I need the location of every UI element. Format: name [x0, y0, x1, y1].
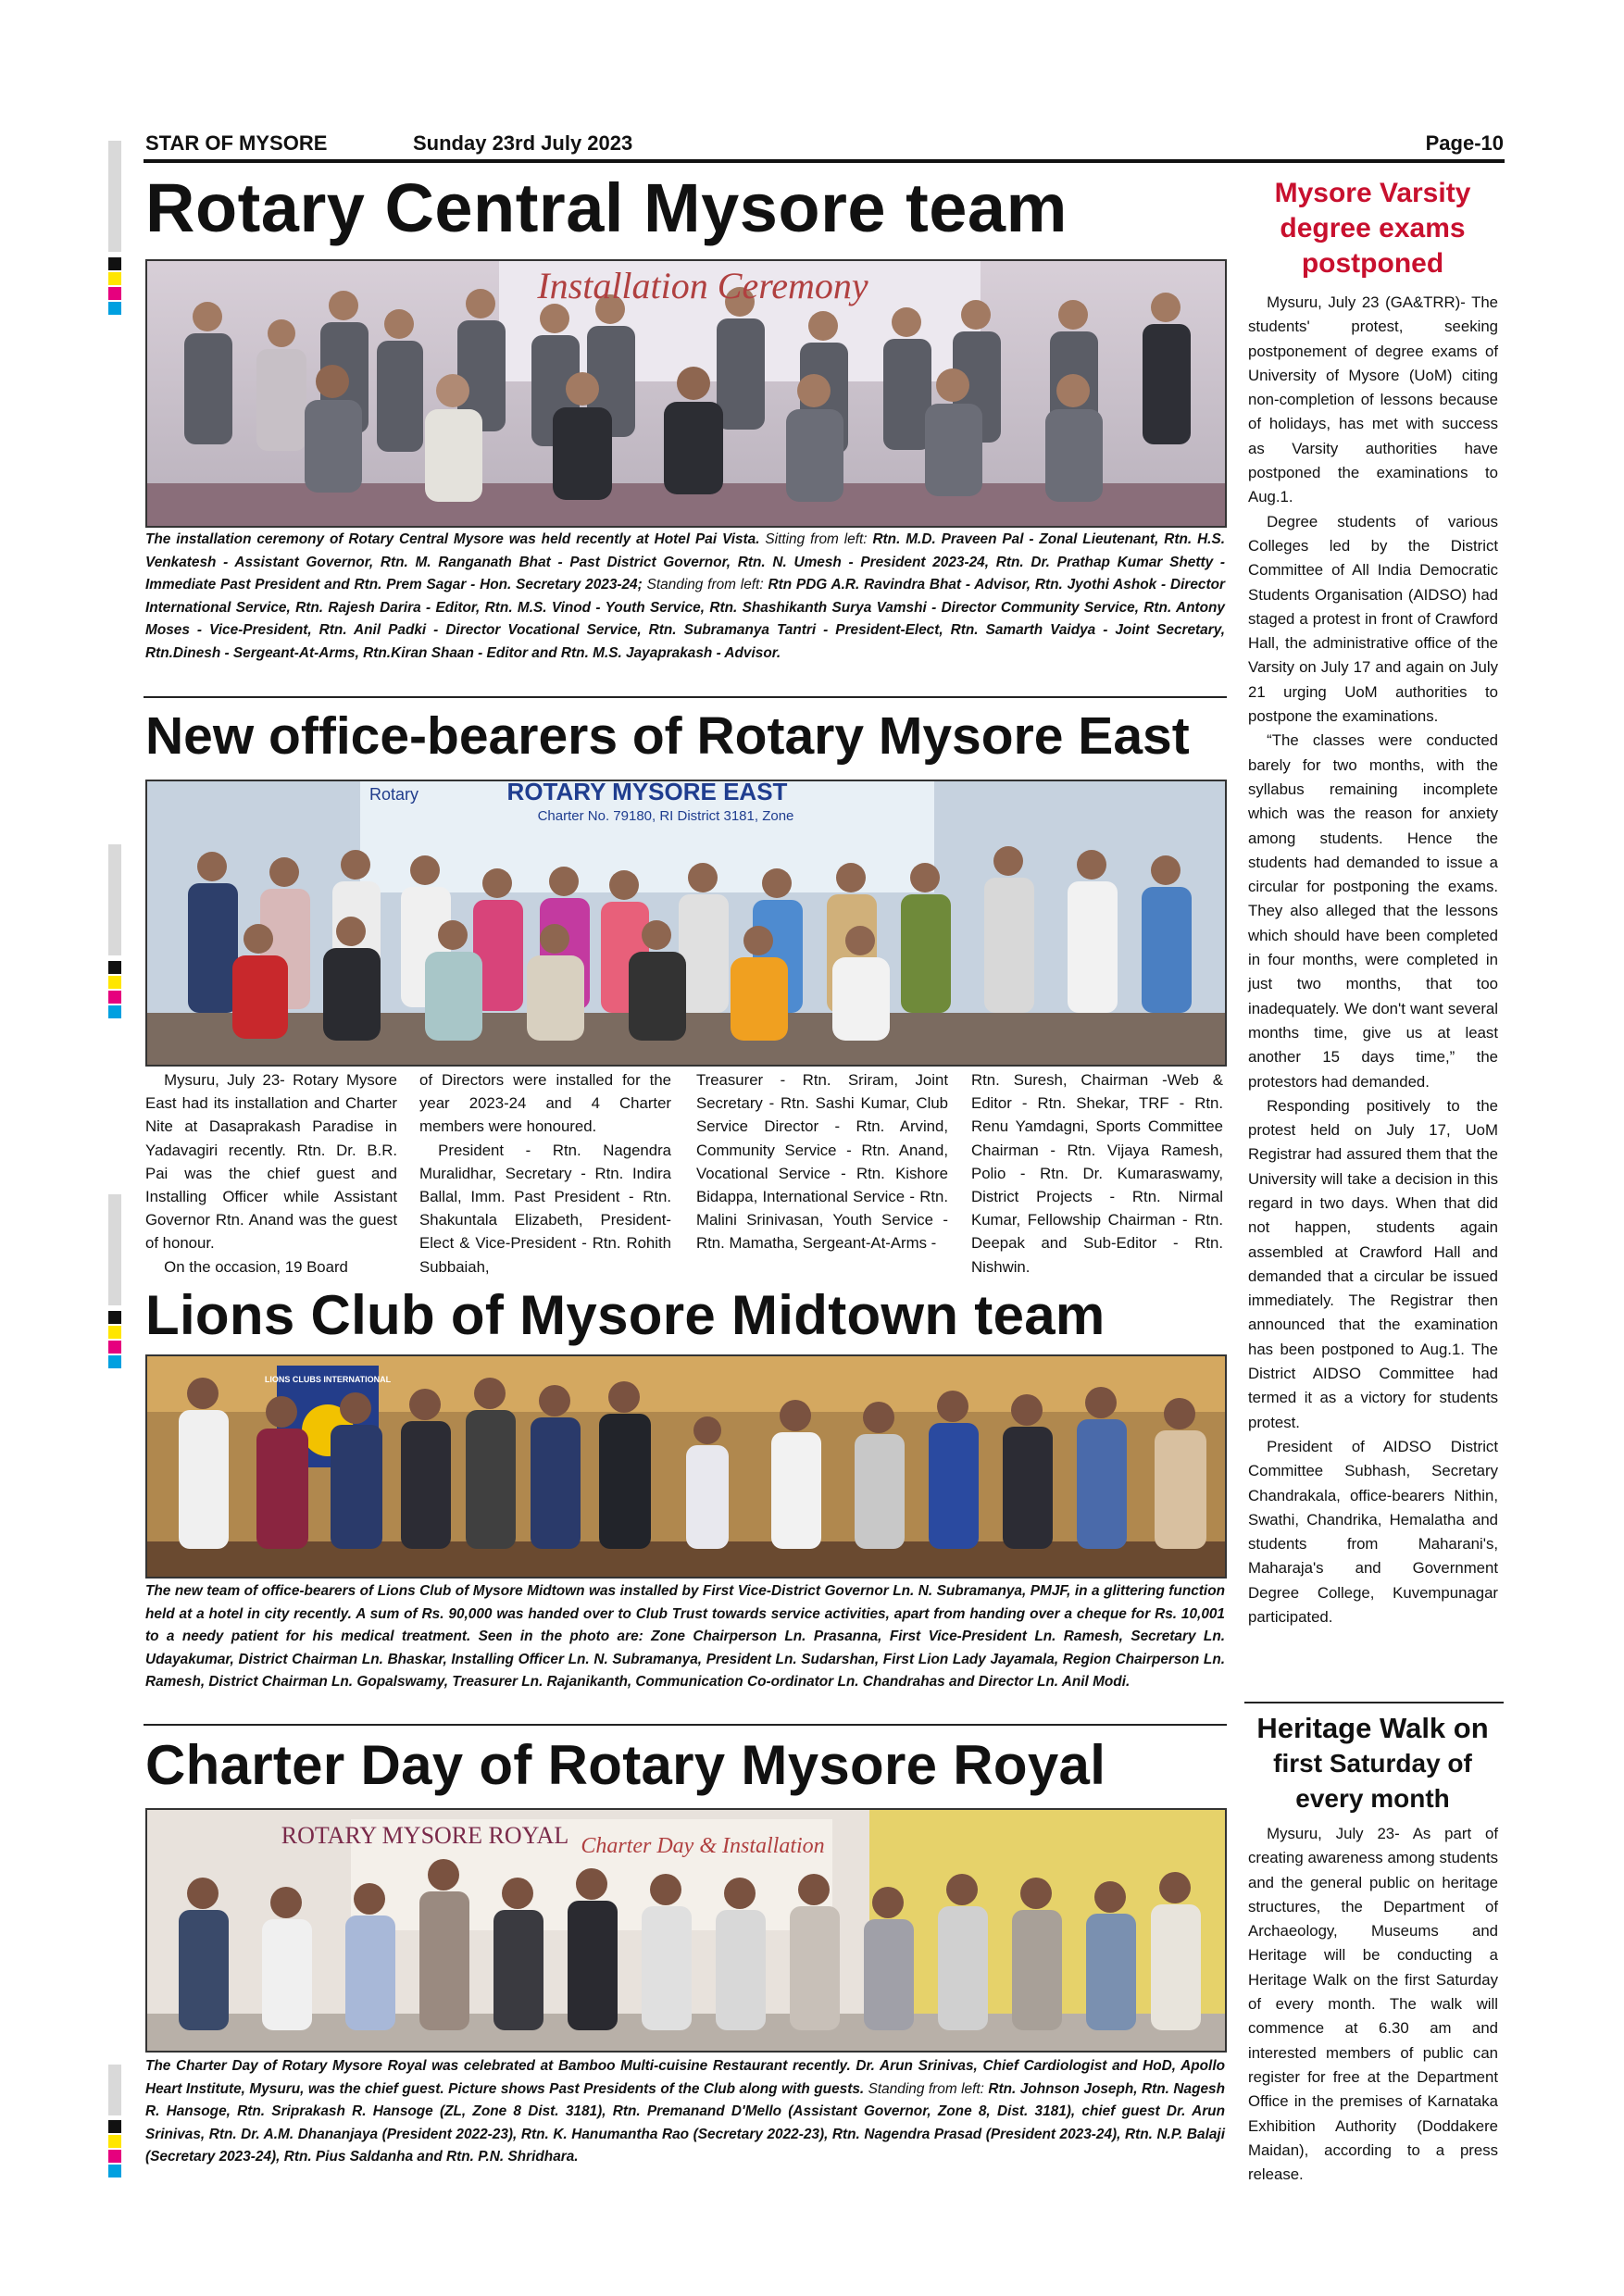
- swatch-yellow: [108, 272, 121, 285]
- newspaper-name: STAR OF MYSORE: [145, 131, 328, 155]
- headline-rotary-central: Rotary Central Mysore team: [145, 169, 1068, 246]
- swatch-cyan: [108, 302, 121, 315]
- caption-label: Standing from left:: [646, 577, 764, 593]
- swatch-cyan: [108, 1355, 121, 1368]
- banner-text: ROTARY MYSORE ROYAL: [281, 1822, 569, 1849]
- swatch-magenta: [108, 991, 121, 1004]
- photo-rotary-central: [145, 259, 1227, 528]
- registration-strip: [108, 2065, 121, 2115]
- caption-label: Sitting from left:: [765, 531, 868, 547]
- registration-strip: [108, 1194, 121, 1305]
- article-column-4: [971, 1068, 1223, 1279]
- banner-subtext: Charter Day & Installation: [581, 1834, 825, 1858]
- article-paragraph: Treasurer - Rtn. Sriram, Joint Secretary - Rtn. Sashi Kumar, Club Service Director - Rtn. Arvind, Community Service - Rtn. Anand, Vocational Service - Rtn. Kishore Bidappa, International Service - Rtn. Malini Srinivasan, Youth Service - Rtn. Mamatha, Sergeant-At-Arms -: [696, 1071, 948, 1253]
- banner-text: LIONS CLUBS INTERNATIONAL: [264, 1375, 392, 1384]
- swatch-cyan: [108, 1005, 121, 1018]
- sidebar-headline-heritage: [1241, 1711, 1505, 1816]
- sidebar-headline-varsity: [1241, 176, 1505, 281]
- article-paragraph: President - Rtn. Nagendra Muralidhar, Secretary - Rtn. Indira Ballal, Imm. Past President - Rtn. Shakuntala Elizabeth, President-Elect & Vice-President - Rtn. Rohith Subbaiah,: [419, 1141, 671, 1276]
- headline-line: Heritage Walk on: [1256, 1712, 1489, 1744]
- swatch-magenta: [108, 2150, 121, 2163]
- article-paragraph: President of AIDSO District Committee Subhash, Secretary Chandrakala, office-bearers Nithin, Swathi, Chandrika, Hemalatha and students from Maharani's, Maharaja's and Government Degree College, Kuvempunagar participated.: [1248, 1437, 1498, 1627]
- caption-sitting: Rtn. M.D. Praveen Pal - Zonal Lieutenant, Rtn. H.S. Venkatesh - Assistant Governor, Rtn. M. Ranganath Bhat - Past District Governor, Rtn. N. Umesh - President 2023-24, Rtn. Dr. Prathap Kumar Shetty - Immediate Past President and Rtn. Prem Sagar - Hon. Secretary 2023-24;: [145, 531, 1226, 593]
- article-paragraph: Mysuru, July 23 (GA&TRR)- The students' protest, seeking postponement of degree exams of University of Mysore (UoM) citing non-completion of lessons because of holidays, has met with success as Varsity authorities have postponed the examinations to Aug.1.: [1248, 293, 1498, 506]
- swatch-magenta: [108, 287, 121, 300]
- article-paragraph: Rtn. Suresh, Chairman -Web & Editor - Rtn. Shekar, TRF - Rtn. Renu Yamdagni, Sports Committee Chairman - Rtn. Vijaya Ramesh, Polio - Rtn. Dr. Kumaraswamy, District Projects - Rtn. Nirmal Kumar, Fellowship Chairman - Rtn. Deepak and Sub-Editor - Rtn. Nishwin.: [971, 1071, 1223, 1276]
- photo-rotary-royal: [145, 1808, 1227, 2053]
- swatch-black: [108, 1311, 121, 1324]
- article-paragraph: On the occasion, 19 Board: [164, 1257, 348, 1276]
- swatch-black: [108, 961, 121, 974]
- swatch-yellow: [108, 976, 121, 989]
- article-paragraph: Degree students of various Colleges led by the District Committee of All India Democratic Students Organisation (AIDSO) had staged a protest in front of Crawford Hall, the administrative office of the Varsity on July 17 and again on July 21 urging UoM authorities to postpone the examinations.: [1248, 512, 1498, 726]
- banner-text: ROTARY MYSORE EAST: [506, 781, 788, 805]
- swatch-yellow: [108, 1326, 121, 1339]
- section-rule: [144, 1724, 1227, 1726]
- headline-lions-midtown: Lions Club of Mysore Midtown team: [145, 1284, 1106, 1346]
- logo-text: Rotary: [369, 785, 419, 804]
- headline-line: degree exams: [1280, 213, 1466, 243]
- article-paragraph: Mysuru, July 23- As part of creating awareness among students and the general public on heritage structures, the Department of Archaeology, Museums and Heritage will be conducting a Heritage Walk on the first Saturday of every month. The walk will commence at 6.30 am and interested members of public can register for free at the Department Office in the premises of Karnataka Exhibition Authority (Doddakere Maidan), according to a press release.: [1248, 1825, 1498, 2184]
- article-column-2: [419, 1068, 671, 1279]
- swatch-yellow: [108, 2135, 121, 2148]
- section-rule: [144, 696, 1227, 698]
- article-paragraph: Mysuru, July 23- Rotary Mysore East had its installation and Charter Nite at Dasaprakash Paradise in Yadavagiri recently. Rtn. Dr. B.R. Pai was the chief guest and Installing Officer while Assistant Governor Rtn. Anand was the guest of honour.: [145, 1071, 397, 1253]
- registration-strip: [108, 141, 121, 252]
- swatch-black: [108, 2120, 121, 2133]
- swatch-magenta: [108, 1341, 121, 1354]
- article-column-1: [145, 1068, 397, 1279]
- headline-line: first Saturday of: [1273, 1749, 1472, 1778]
- sidebar-article-heritage: [1248, 1822, 1498, 2187]
- sidebar-rule: [1244, 1702, 1504, 1703]
- registration-strip: [108, 844, 121, 955]
- photo-lions-midtown: [145, 1354, 1227, 1578]
- banner-subtext: Charter No. 79180, RI District 3181, Zone: [537, 808, 794, 824]
- article-paragraph: “The classes were conducted barely for two months, with the syllabus remaining incomplete which was the reason for anxiety among students. Hence the students had demanded to issue a circular for postponing the exams. They also alleged that the lessons which should have been completed in four months, were completed in just two months, that too inadequately. We don't want several months time, give us at least another 15 days time,” the protestors had demanded.: [1248, 731, 1498, 1091]
- caption-label: Standing from left:: [868, 2080, 984, 2097]
- caption-lions-midtown: The new team of office-bearers of Lions Club of Mysore Midtown was installed by First Vice-District Governor Ln. N. Subramanya, PMJF, in a glittering function held at a hotel in city recently. A sum of Rs. 90,000 was handed over to Club Trust towards service activities, apart from handing over a cheque for Rs. 10,001 to a needy patient for his medical treatment. Seen in the photo are: Zone Chairperson Ln. Prasanna, First Vice-President Ln. Ramesh, Secretary Ln. Udayakumar, District Chairman Ln. Bhaskar, Installing Officer Ln. N. Subramanya, President Ln. Sudarshan, First Lion Lady Jayamala, Region Chairperson Ln. Ramesh, District Chairman Ln. Gopalswamy, Treasurer Ln. Rajanikanth, Communication Co-ordinator Ln. Chandrahas and Director Ln. Anil Modi.: [145, 1583, 1225, 1690]
- article-paragraph: Responding positively to the protest held on July 17, UoM Registrar had assured them that the University will take a decision in this regard in two days. When that did not happen, students again assembled at Crawford Hall and demanded that a circular be issued immediately. The Registrar then announced that the examination has been postponed to Aug.1. The District AIDSO Committee had termed it as a victory for students protest.: [1248, 1096, 1498, 1431]
- page-number: Page-10: [1425, 131, 1504, 155]
- swatch-cyan: [108, 2165, 121, 2177]
- headline-line: postponed: [1301, 248, 1444, 279]
- caption-rotary-royal: [145, 2055, 1225, 2169]
- issue-date: Sunday 23rd July 2023: [413, 131, 633, 155]
- caption-lead: The Charter Day of Rotary Mysore Royal was celebrated at Bamboo Multi-cuisine Restaurant recently. Dr. Arun Srinivas, Chief Cardiologist and HoD, Apollo Heart Institute, Mysuru, was the chief guest. Picture shows Past Presidents of the Club along with guests.: [145, 2058, 1225, 2097]
- article-column-3: [696, 1068, 948, 1255]
- banner-text: Installation Ceremony: [537, 265, 868, 306]
- caption-standing: Rtn. Johnson Joseph, Rtn. Nagesh R. Hansoge, Rtn. Sriprakash R. Hansoge (ZL, Zone 8 Dist. 3181), Rtn. Premanand D'Mello (Assistant Governor, Zone 8, Dist. 3181), chief guest Dr. Arun Srinivas, Rtn. Dr. A.M. Dhananjaya (President 2022-23), Rtn. K. Hanumantha Rao (Secretary 2022-23), Rtn. Nagendra Prasad (President 2023-24), Rtn. N.P. Balaji (Secretary 2023-24), Rtn. Pius Saldanha and Rtn. P.N. Shridhara.: [145, 2080, 1225, 2165]
- sidebar-article-varsity: [1248, 291, 1498, 1629]
- caption-lead: The installation ceremony of Rotary Central Mysore was held recently at Hotel Pai Vista.: [145, 531, 760, 547]
- headline-rotary-royal: Charter Day of Rotary Mysore Royal: [145, 1734, 1106, 1796]
- swatch-black: [108, 257, 121, 270]
- header-rule: [144, 159, 1505, 163]
- caption-standing: Rtn PDG A.R. Ravindra Bhat - Advisor, Rtn. Jyothi Ashok - Director International Service, Rtn. Rajesh Darira - Editor, Rtn. M.S. Vinod - Youth Service, Rtn. Shashikanth Surya Vamshi - Director Community Service, Rtn. Antony Moses - Vice-President, Rtn. Anil Padki - Director Vocational Service, Rtn. Subramanya Tantri - President-Elect, Rtn. Samarth Vaidya - Joint Secretary, Rtn.Dinesh - Sergeant-At-Arms, Rtn.Kiran Shaan - Editor and Rtn. M.S. Jayaprakash - Advisor.: [145, 577, 1225, 661]
- caption-rotary-central: [145, 529, 1225, 665]
- headline-rotary-east: New office-bearers of Rotary Mysore East: [145, 706, 1190, 766]
- photo-rotary-east: [145, 780, 1227, 1067]
- headline-line: every month: [1295, 1784, 1450, 1813]
- headline-line: Mysore Varsity: [1274, 178, 1471, 208]
- article-paragraph: of Directors were installed for the year 2023-24 and 4 Charter members were honoured.: [419, 1071, 671, 1136]
